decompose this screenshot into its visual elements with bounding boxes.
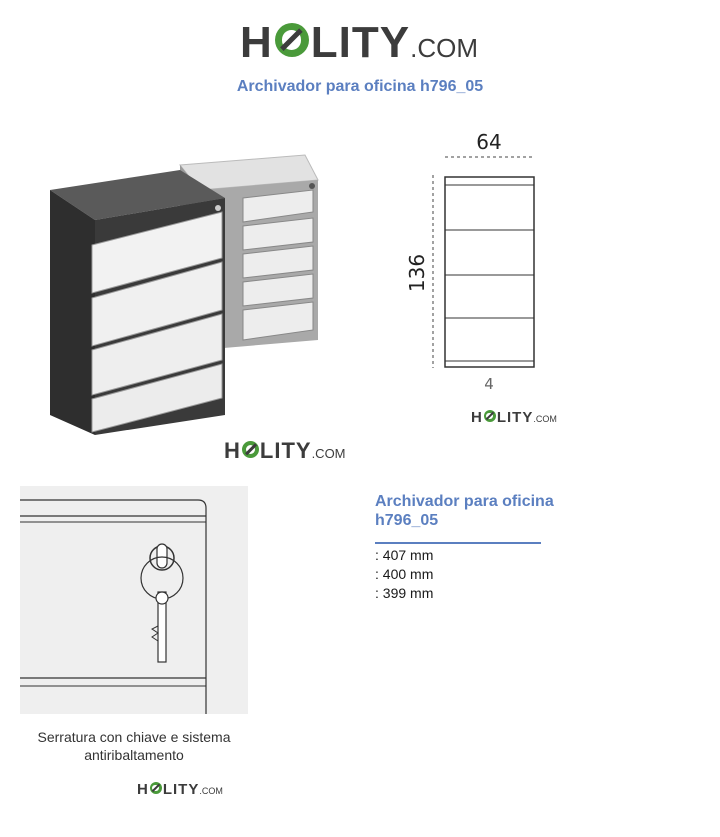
brand-logo-small — [224, 438, 346, 464]
brand-logo-suffix: .COM — [311, 446, 346, 461]
brand-logo-h: H — [471, 409, 483, 426]
depth-label: 4 — [484, 375, 494, 393]
brand-logo-suffix: .COM — [410, 33, 478, 63]
brand-logo-lity: LITY — [259, 438, 312, 463]
specs-divider — [375, 542, 541, 544]
page-title: Archivador para oficina h796_05 — [236, 78, 484, 95]
lock-detail-image — [20, 486, 248, 714]
specs-title: Archivador para oficina h796_05 — [375, 493, 554, 529]
brand-logo-suffix: .COM — [199, 786, 223, 796]
logo-o-icon — [275, 23, 309, 57]
height-label: 136 — [405, 253, 429, 293]
brand-logo-small — [137, 781, 223, 798]
brand-logo-h: H — [224, 438, 241, 463]
brand-logo-lity: LITY — [162, 781, 200, 798]
spec-item: : 399 mm — [375, 585, 434, 601]
product-image — [40, 150, 340, 440]
lock-detail-caption: Serratura con chiave e sistema antiribaltamento — [37, 729, 231, 763]
brand-logo-h: H — [137, 781, 149, 798]
brand-logo-h: H — [240, 18, 273, 67]
logo-o-icon — [484, 410, 496, 422]
brand-logo-suffix: .COM — [533, 414, 557, 424]
logo-o-icon — [242, 441, 259, 458]
dimension-drawing — [400, 125, 550, 400]
spec-item: : 400 mm — [375, 566, 434, 582]
logo-o-icon — [150, 782, 162, 794]
brand-logo-lity: LITY — [496, 409, 534, 426]
brand-logo-small — [471, 409, 557, 426]
brand-logo-lity: LITY — [310, 18, 411, 67]
cabinet-outline — [445, 177, 534, 367]
spec-item: : 407 mm — [375, 547, 434, 563]
brand-logo — [240, 18, 478, 68]
dark-cabinet — [50, 170, 225, 435]
width-label: 64 — [476, 130, 502, 154]
